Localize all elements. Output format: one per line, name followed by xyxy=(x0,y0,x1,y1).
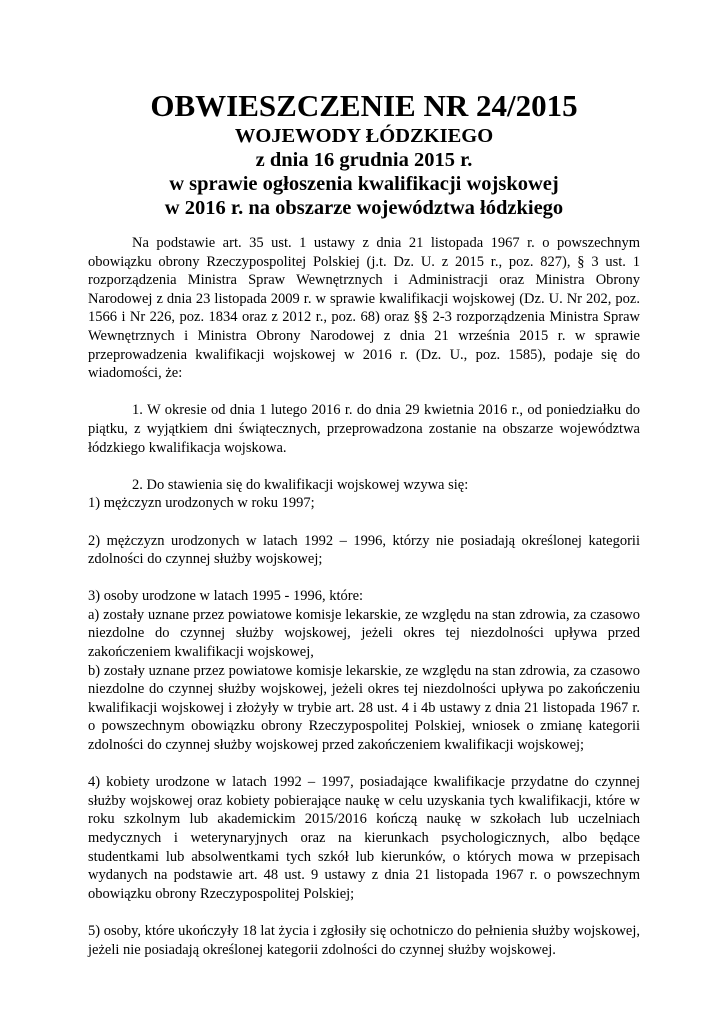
list-item-3b: b) zostały uznane przez powiatowe komisje lekarskie, ze względu na stan zdrowia, za czasowo niezdolne do czynnej służby wojskowej, jeżeli okres tej niezdolności upływa po zakończeniu kwalifikacji wojskowej i złożyły w trybie art. 28 ust. 4 i 4b ustawy z dnia 21 listopada 1967 r. o powszechnym obowiązku obrony Rzeczypospolitej Polskiej, wniosek o zmianę kategorii zdolności do czynnej służby wojskowej przed zakończeniem kwalifikacji wojskowej; xyxy=(88,662,640,754)
point-2-paragraph: 2. Do stawienia się do kwalifikacji wojskowej wzywa się: xyxy=(132,476,469,493)
list-item-3: 3) osoby urodzone w latach 1995 - 1996, które: xyxy=(88,588,364,605)
document-title: OBWIESZCZENIE NR 24/2015 xyxy=(150,88,578,123)
document-page xyxy=(88,88,640,959)
list-item-2: 2) mężczyzn urodzonych w latach 1992 – 1996, którzy nie posiadają określonej kategorii zdolności do czynnej służby wojskowej; xyxy=(88,532,640,568)
intro-paragraph: Na podstawie art. 35 ust. 1 ustawy z dnia 21 listopada 1967 r. o powszechnym obowiązku obrony Rzeczypospolitej Polskiej (j.t. Dz. U. z 2015 r., poz. 827), § 3 ust. 1 rozporządzenia Ministra Spraw Wewnętrznych i Administracji oraz Ministra Obrony Narodowej z dnia 23 listopada 2009 r. w sprawie kwalifikacji wojskowej (Dz. U. Nr 202, poz. 1566 i Nr 226, poz. 1834 oraz z 2012 r., poz. 68) oraz §§ 2-3 rozporządzenia Ministra Spraw Wewnętrznych i Ministra Obrony Narodowej z dnia 21 września 2015 r. w sprawie przeprowadzenia kwalifikacji wojskowej w 2016 r. (Dz. U., poz. 1585), podaje się do wiadomości, że: xyxy=(88,235,640,382)
document-subject-line-2: w 2016 r. na obszarze województwa łódzkiego xyxy=(164,197,564,219)
list-item-1: 1) mężczyzn urodzonych w roku 1997; xyxy=(88,495,315,512)
list-item-3a: a) zostały uznane przez powiatowe komisje lekarskie, ze względu na stan zdrowia, za czasowo niezdolne do czynnej służby wojskowej, jeżeli okres tej niezdolności upływa przed zakończeniem kwalifikacji wojskowej, xyxy=(88,606,640,661)
list-item-4: 4) kobiety urodzone w latach 1992 – 1997, posiadające kwalifikacje przydatne do czynnej służby wojskowej oraz kobiety pobierające naukę w celu uzyskania tych kwalifikacji, które w roku szkolnym lub akademickim 2015/2016 kończą naukę w szkołach lub uczelniach medycznych i weterynaryjnych oraz na kierunkach psychologicznych, albo będące studentkami lub absolwentkami tych szkół lub kierunków, o których mowa w przepisach wydanych na podstawie art. 48 ust. 9 ustawy z dnia 21 listopada 1967 r. o powszechnym obowiązku obrony Rzeczypospolitej Polskiej; xyxy=(88,774,640,902)
list-item-5: 5) osoby, które ukończyły 18 lat życia i zgłosiły się ochotniczo do pełnienia służby wojskowej, jeżeli nie posiadają określonej kategorii zdolności do czynnej służby wojskowej. xyxy=(88,922,640,958)
point-1-paragraph: 1. W okresie od dnia 1 lutego 2016 r. do dnia 29 kwietnia 2016 r., od poniedziałku do piątku, z wyjątkiem dni świątecznych, przeprowadzona zostanie na obszarze województwa łódzkiego kwalifikacja wojskowa. xyxy=(88,402,640,456)
document-issuer: WOJEWODY ŁÓDZKIEGO xyxy=(234,125,494,147)
document-body xyxy=(88,234,640,959)
document-subject-line-1: w sprawie ogłoszenia kwalifikacji wojskowej xyxy=(169,173,559,195)
document-date: z dnia 16 grudnia 2015 r. xyxy=(255,149,473,171)
